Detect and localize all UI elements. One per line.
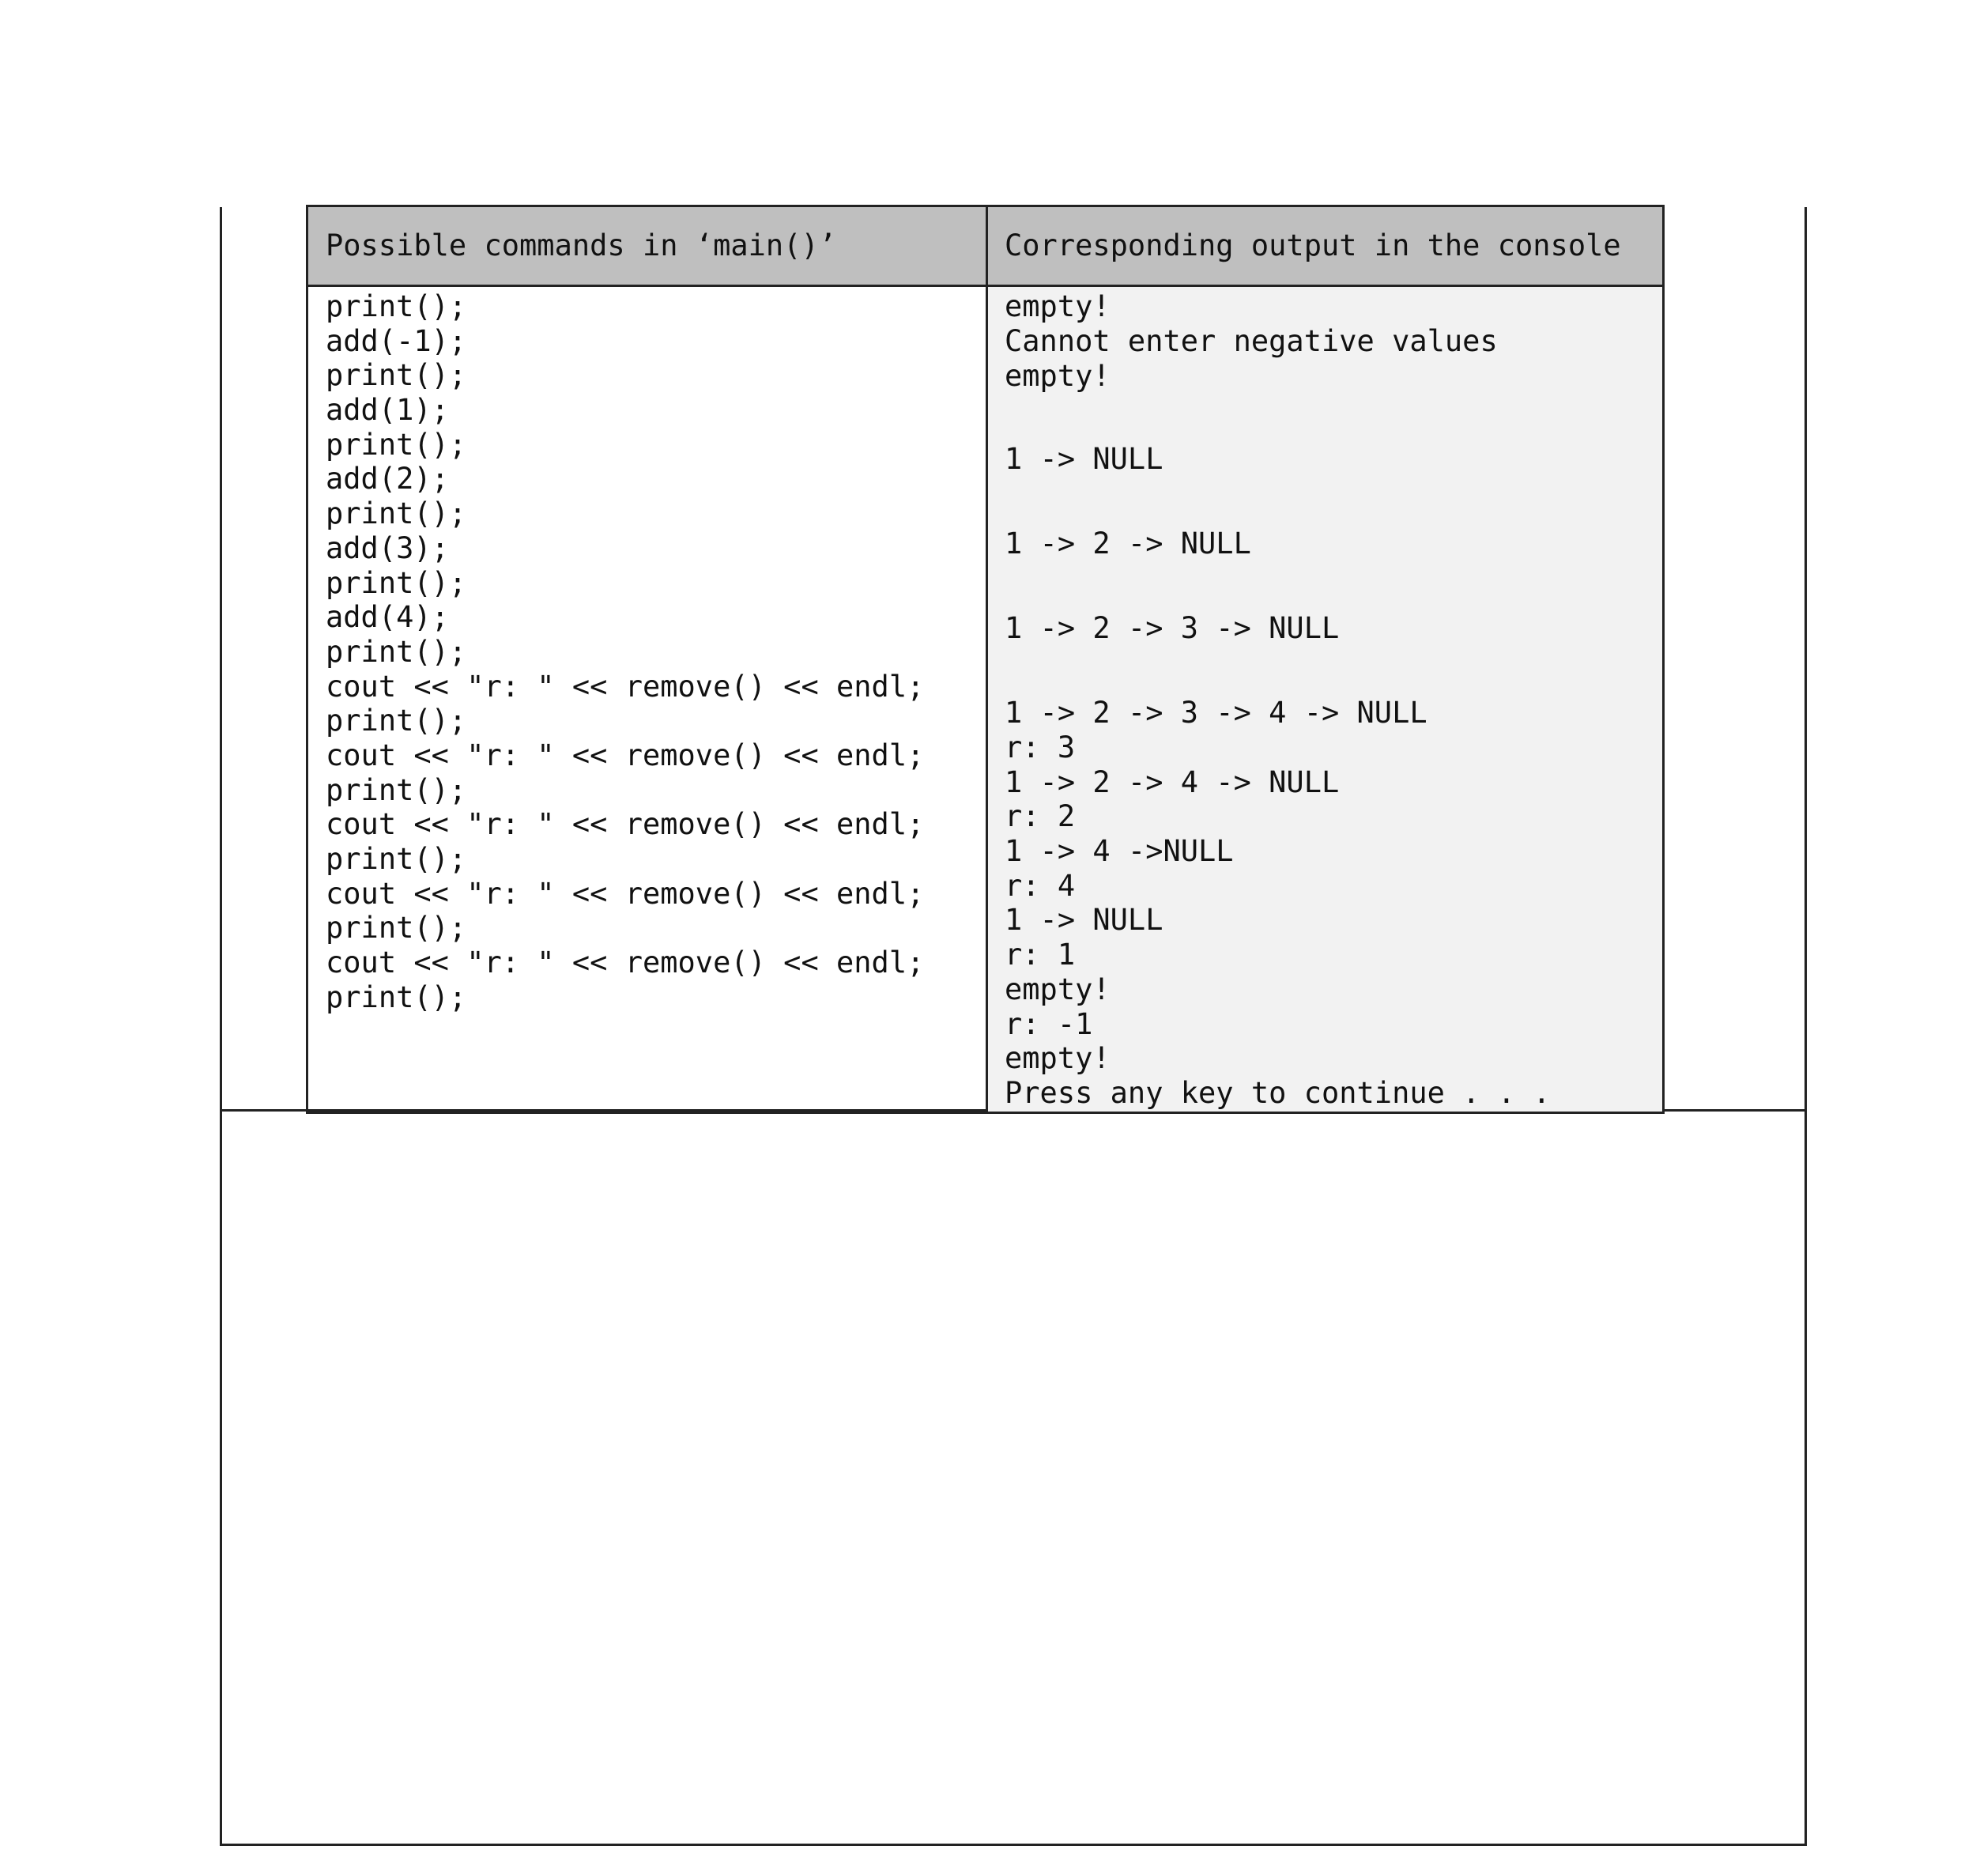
- page-frame-lower: [220, 1111, 1807, 1846]
- command-line: cout << "r: " << remove() << endl;: [326, 876, 925, 911]
- output-line: empty!: [1005, 359, 1111, 393]
- command-line: print();: [326, 565, 467, 600]
- output-line: 1 -> 4 ->NULL: [1005, 834, 1234, 868]
- output-line: 1 -> 2 -> 3 -> 4 -> NULL: [1005, 696, 1427, 730]
- command-line: add(2);: [326, 462, 449, 496]
- command-line: print();: [326, 427, 467, 462]
- command-line: cout << "r: " << remove() << endl;: [326, 669, 925, 704]
- command-line: print();: [326, 911, 467, 946]
- output-line: empty!: [1005, 289, 1111, 323]
- command-line: print();: [326, 289, 467, 323]
- command-line: cout << "r: " << remove() << endl;: [326, 807, 925, 842]
- command-line: print();: [326, 772, 467, 807]
- output-line: 1 -> NULL: [1005, 442, 1163, 476]
- output-line: r: 3: [1005, 730, 1076, 764]
- command-line: add(1);: [326, 393, 449, 428]
- output-line: empty!: [1005, 1041, 1111, 1075]
- output-line: 1 -> 2 -> NULL: [1005, 527, 1251, 561]
- command-line: cout << "r: " << remove() << endl;: [326, 946, 925, 980]
- header-commands: Possible commands in ‘main()’: [326, 228, 837, 262]
- output-line: r: -1: [1005, 1007, 1093, 1041]
- output-line: Cannot enter negative values: [1005, 324, 1498, 358]
- command-output-table: [306, 205, 1665, 1114]
- output-line: 1 -> NULL: [1005, 903, 1163, 937]
- command-line: print();: [326, 358, 467, 393]
- commands-column: [326, 289, 924, 1014]
- command-line: cout << "r: " << remove() << endl;: [326, 738, 925, 772]
- command-line: add(4);: [326, 600, 449, 635]
- command-line: print();: [326, 634, 467, 669]
- output-line: r: 4: [1005, 869, 1076, 903]
- output-line: 1 -> 2 -> 3 -> NULL: [1005, 611, 1340, 645]
- command-line: print();: [326, 980, 467, 1014]
- command-line: print();: [326, 842, 467, 876]
- command-line: add(-1);: [326, 323, 467, 358]
- output-line: empty!: [1005, 972, 1111, 1006]
- header-output: Corresponding output in the console: [1005, 228, 1621, 262]
- output-line: 1 -> 2 -> 4 -> NULL: [1005, 765, 1340, 799]
- column-divider: [986, 207, 988, 1112]
- command-line: print();: [326, 704, 467, 738]
- output-column: [1005, 289, 1653, 1112]
- output-line: Press any key to continue . . .: [1005, 1076, 1551, 1110]
- command-line: print();: [326, 496, 467, 531]
- command-line: add(3);: [326, 530, 449, 565]
- output-line: r: 2: [1005, 799, 1076, 833]
- output-line: r: 1: [1005, 938, 1076, 972]
